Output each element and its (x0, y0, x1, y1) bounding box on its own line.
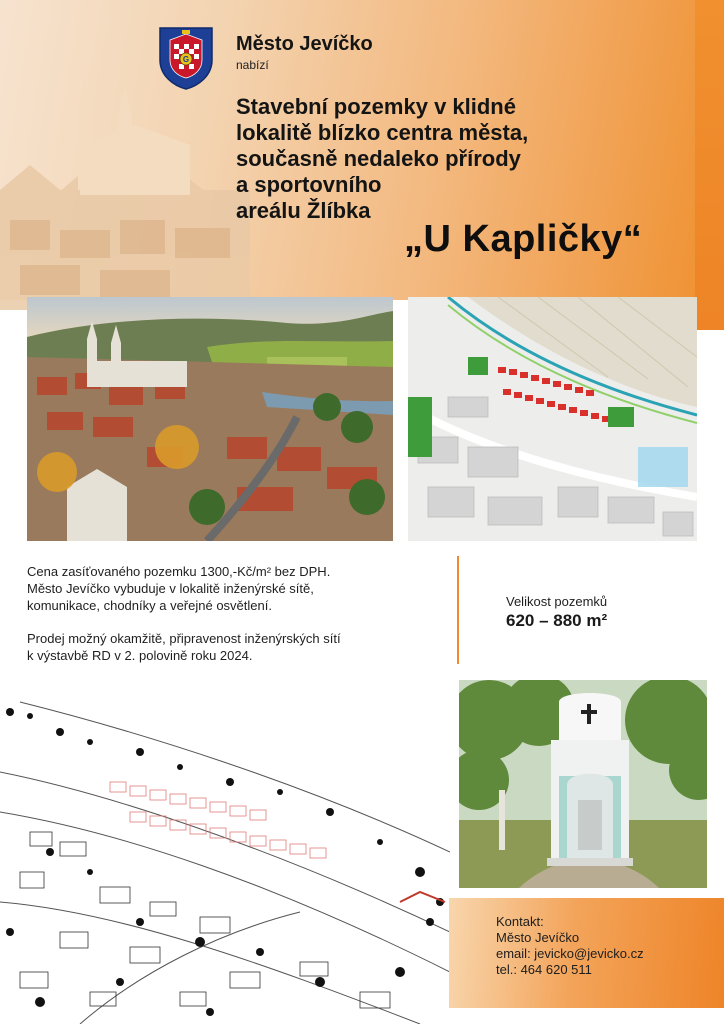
sale-paragraph (27, 630, 447, 664)
headline-line: současně nedaleko přírody (236, 146, 521, 171)
chapel-photo (459, 680, 707, 888)
info-line: komunikace, chodníky a veřejné osvětlení. (27, 598, 272, 613)
info-divider (457, 556, 459, 664)
town-silhouette-illustration (0, 70, 250, 310)
plot-size-value: 620 – 880 m² (506, 611, 608, 630)
price-paragraph (27, 563, 447, 614)
project-name: „U Kapličky“ (404, 218, 643, 260)
aerial-town-photo (27, 297, 393, 541)
contact-phone[interactable]: tel.: 464 620 511 (496, 962, 592, 977)
headline (236, 94, 616, 224)
plot-size-label: Velikost pozemků (506, 594, 608, 609)
development-plan-drawing (0, 672, 450, 1024)
contact-heading: Kontakt: (496, 914, 544, 929)
headline-line: areálu Žlíbka (236, 198, 371, 223)
town-crest-icon (158, 26, 214, 90)
offers-label: nabízí (236, 58, 269, 72)
svg-text:G: G (182, 55, 190, 64)
info-line: Cena zasíťovaného pozemku 1300,-Kč/m² bez DPH. (27, 564, 331, 579)
headline-line: lokalitě blízko centra města, (236, 120, 529, 145)
site-plan-map (408, 297, 697, 541)
info-line: Prodej možný okamžitě, připravenost inženýrských sítí (27, 631, 341, 646)
info-line: k výstavbě RD v 2. polovině roku 2024. (27, 648, 253, 663)
contact-info (496, 914, 644, 978)
headline-line: Stavební pozemky v klidné (236, 94, 516, 119)
header-edge-strip (695, 0, 724, 330)
info-text (27, 563, 447, 680)
contact-email[interactable]: email: jevicko@jevicko.cz (496, 946, 644, 961)
contact-name: Město Jevíčko (496, 930, 580, 945)
info-line: Město Jevíčko vybuduje v lokalitě inženýrské sítě, (27, 581, 314, 596)
city-name: Město Jevíčko (236, 33, 373, 55)
headline-line: a sportovního (236, 172, 382, 197)
